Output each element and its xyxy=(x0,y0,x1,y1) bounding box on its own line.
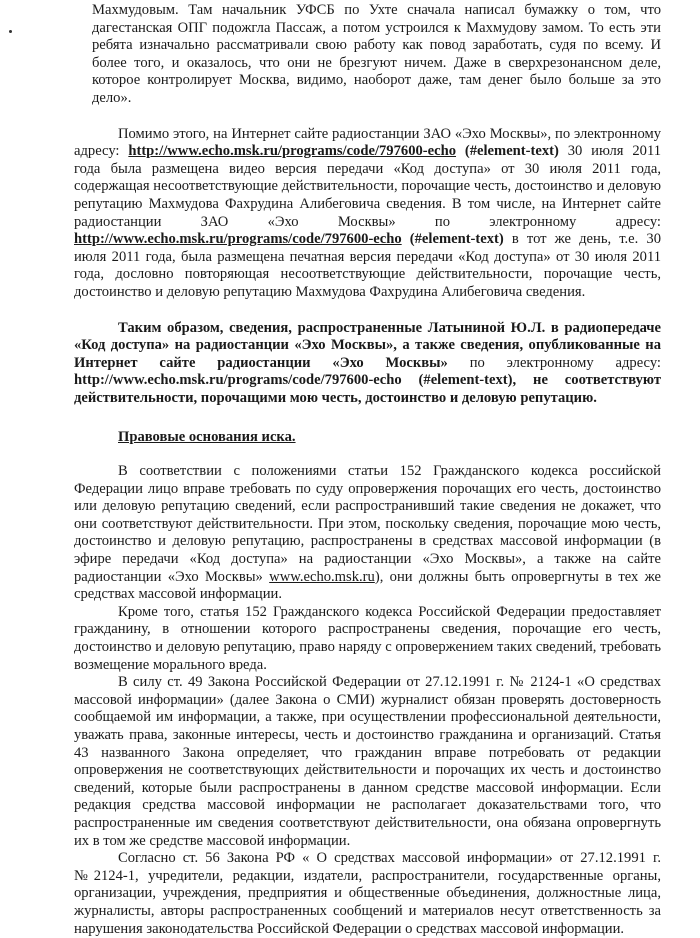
element-text-anchor-1: (#element-text) xyxy=(456,143,559,160)
text-segment: Таким образом, сведения, распространенные Латыниной Ю.Л. в радиопередаче «Код доступа» на радиостанции «Эхо Москвы», а также сведения, опубликованные на Интернет сайте радиостанции «Эхо Москвы» xyxy=(74,319,661,371)
echo-site-link[interactable]: www.echo.msk.ru xyxy=(269,568,375,585)
element-text-anchor-2: (#element-text) xyxy=(401,231,504,248)
text-segment: ), они должны быть опровергнуты в тех же средствах массовой информации. xyxy=(74,568,661,603)
text-segment: Помимо этого, на Интернет сайте радиостанции ЗАО «Эхо Москвы», по электронному адресу: xyxy=(74,125,661,160)
text-segment: по электронному адресу: xyxy=(447,354,661,371)
internet-publication-paragraph xyxy=(74,126,661,302)
article-49-paragraph: В силу ст. 49 Закона Российской Федерации от 27.12.1991 г. № 2124-1 «О средствах массовой информации» (далее Закона о СМИ) журналист обязан проверять достоверность сообщаемой им информации, а также, при осуществлении профессиональной деятельности, уважать права, законные интересы, честь и достоинство гражданина и организаций. Статья 43 названного Закона определяет, что гражданин вправе потребовать от редакции опровержения не соответствующих действительности и порочащих их честь и достоинство сведений, которые были распространены в данном средстве массовой информации. Если редакция средства массовой информации не располагает доказательствами того, что распространенные им сведения соответствуют действительности, она обязана опровергнуть их в том же средстве массовой информации. xyxy=(74,674,661,849)
text-segment: 30 июля 2011 года была размещена видео версия передачи «Код доступа» от 30 июля 2011 года, содержащая несоответствующие действительности, порочащие честь, достоинство и деловую репутацию Махмудова Фахрудина Алибеговича сведения. В том числе, на Интернет сайте радиостанции ЗАО «Эхо Москвы» по электронному адресу: xyxy=(74,143,661,230)
conclusion-paragraph xyxy=(74,320,661,408)
quote-continuation-paragraph: Махмудовым. Там начальник УФСБ по Ухте сначала написал бумажку о том, что дагестанская ОПГ подожгла Пассаж, а потом устроился к Махмудову замом. То есть эти ребята изначально рассматривали свою работу как повод заработать, судя по всему. И более того, и оказалось, что они не брезгуют ничем. Даже в сверхрезонансном деле, которое контролирует Москва, видимо, наоборот даже, там денег было больше за это дело». xyxy=(92,2,661,106)
document-page xyxy=(74,2,661,938)
text-segment: http://www.echo.msk.ru/programs/code/797600-echo (#element-text), не соответствуют действительности, порочащими мою честь, достоинство и деловую репутацию. xyxy=(74,372,661,406)
moral-damage-paragraph: Кроме того, статья 152 Гражданского кодекса Российской Федерации предоставляет гражданину, в отношении которого распространены сведения, порочащие его честь, достоинство и деловую репутацию, право наряду с опровержением таких сведений, требовать возмещение морального вреда. xyxy=(74,603,661,673)
echo-url-link-1[interactable]: http://www.echo.msk.ru/programs/code/797600-echo xyxy=(128,143,457,160)
echo-url-link-2[interactable]: http://www.echo.msk.ru/programs/code/797600-echo xyxy=(74,231,402,248)
article-152-paragraph xyxy=(74,463,661,604)
text-segment: в тот же день, т.е. 30 июля 2011 года, была размещена печатная версия передачи «Код доступа» от 30 июля 2011 года, дословно повторяющая несоответствующие действительности, порочащие честь, достоинство и деловую репутацию Махмудова Фахрудина Алибеговича сведения. xyxy=(74,231,662,300)
scan-artifact-dot xyxy=(9,30,12,33)
legal-grounds-heading: Правовые основания иска. xyxy=(118,429,296,446)
text-segment: В соответствии с положениями статьи 152 Гражданского кодекса российской Федерации лицо вправе требовать по суду опровержения порочащих его честь, достоинство или деловую репутацию сведений, если распространивший такие сведения не докажет, что они соответствуют действительности. При этом, поскольку сведения, порочащие мою честь, достоинство и деловую репутацию, распространены в средствах массовой информации (в эфире передачи «Код доступа» на радиостанции «Эхо Москвы», а также на сайте радиостанции «Эхо Москвы» xyxy=(74,463,661,585)
article-56-paragraph: Согласно ст. 56 Закона РФ « О средствах массовой информации» от 27.12.1991 г. №2124-1, учредители, редакции, издатели, распространители, государственные органы, организации, учреждения, предприятия и общественные объединения, должностные лица, журналисты, авторы распространенных сообщений и материалов несут ответственность за нарушения законодательства Российской Федерации о средствах массовой информации. xyxy=(74,850,661,937)
